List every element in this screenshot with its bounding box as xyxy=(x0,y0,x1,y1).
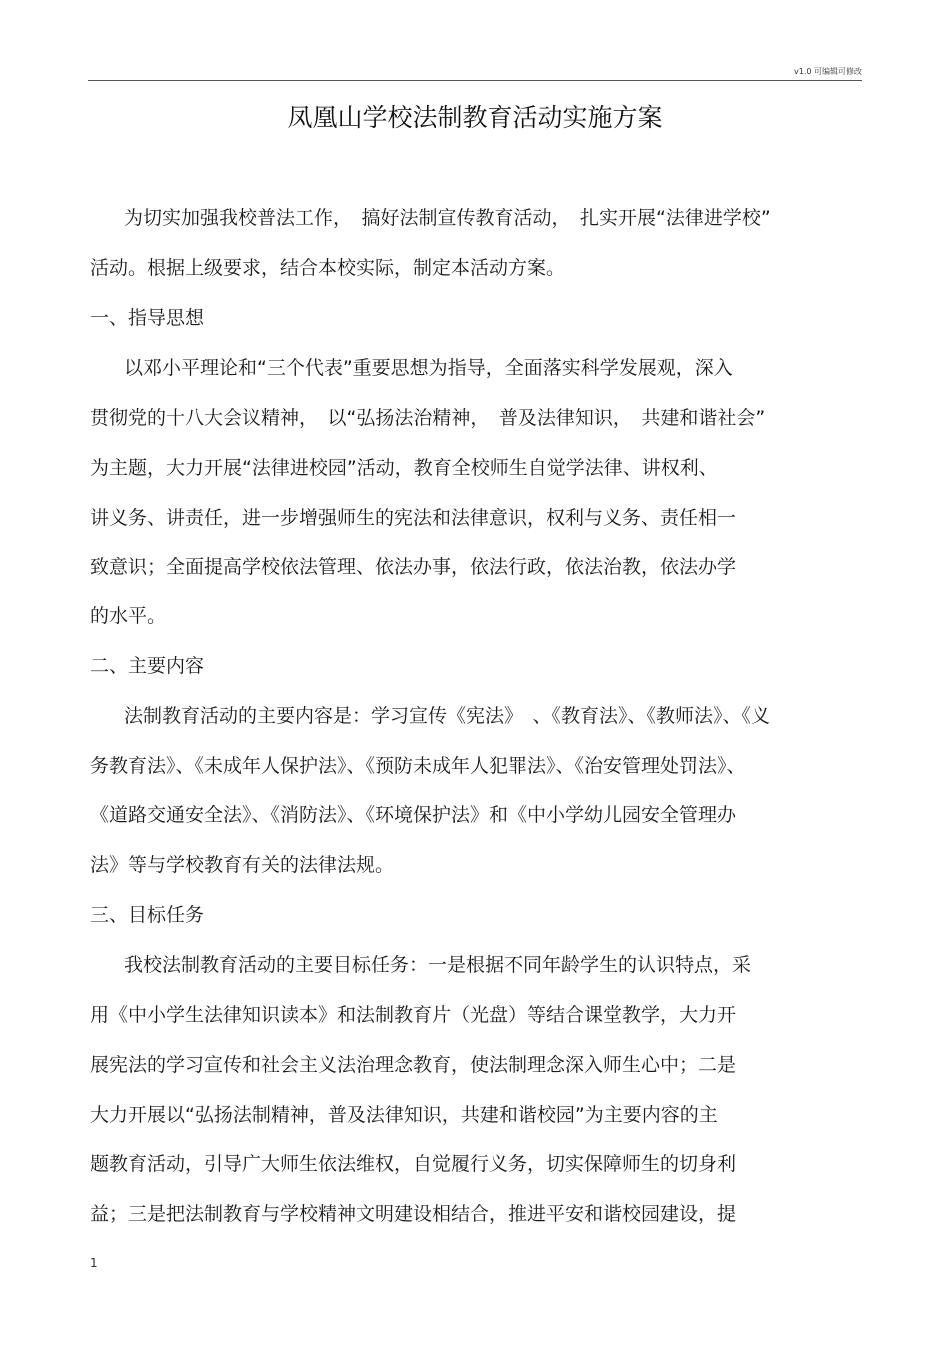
paragraph-line: 活动。根据上级要求，结合本校实际，制定本活动方案。 xyxy=(90,257,566,279)
section-heading: 一、指导思想 xyxy=(90,307,205,329)
paragraph-line: 大力开展以“弘扬法制精神，普及法律知识，共建和谐校园”为主要内容的主 xyxy=(90,1104,718,1126)
paragraph-line: 题教育活动，引导广大师生依法维权，自觉履行义务，切实保障师生的切身利 xyxy=(90,1153,737,1175)
paragraph-line: 为主题，大力开展“法律进校园”活动，教育全校师生自觉学法律、讲权利、 xyxy=(90,457,718,479)
paragraph-line: 为切实加强我校普法工作， 搞好法制宣传教育活动， 扎实开展“法律进学校” xyxy=(124,207,771,229)
paragraph-line: 法制教育活动的主要内容是：学习宣传《宪法》 、《教育法》、《教师法》、《义 xyxy=(124,705,771,727)
paragraph-line: 贯彻党的十八大会议精神， 以“弘扬法治精神， 普及法律知识， 共建和谐社会” xyxy=(90,407,766,429)
paragraph-line: 法》等与学校教育有关的法律法规。 xyxy=(90,854,395,876)
paragraph-line: 用《中小学生法律知识读本》和法制教育片（光盘）等结合课堂教学，大力开 xyxy=(90,1004,737,1026)
paragraph-line: 益；三是把法制教育与学校精神文明建设相结合，推进平安和谐校园建设，提 xyxy=(90,1203,737,1225)
header-note: v1.0 可编辑可修改 xyxy=(794,67,862,76)
paragraph-line: 讲义务、讲责任，进一步增强师生的宪法和法律意识，权利与义务、责任相一 xyxy=(90,507,737,529)
paragraph-line: 《道路交通安全法》、《消防法》、《环境保护法》和《中小学幼儿园安全管理办 xyxy=(90,804,737,826)
paragraph-line: 致意识；全面提高学校依法管理、依法办事，依法行政，依法治教，依法办学 xyxy=(90,556,737,578)
paragraph-line: 我校法制教育活动的主要目标任务：一是根据不同年龄学生的认识特点，采 xyxy=(124,954,752,976)
paragraph-line: 的水平。 xyxy=(90,605,167,627)
paragraph-line: 以邓小平理论和“三个代表”重要思想为指导，全面落实科学发展观，深入 xyxy=(124,357,733,379)
section-heading: 三、目标任务 xyxy=(90,904,205,926)
paragraph-line: 展宪法的学习宣传和社会主义法治理念教育，使法制理念深入师生心中；二是 xyxy=(90,1054,737,1076)
section-heading: 二、主要内容 xyxy=(90,655,205,677)
page-number: 1 xyxy=(90,1256,98,1270)
document-title: 凤凰山学校法制教育活动实施方案 xyxy=(287,103,663,132)
header-rule xyxy=(88,80,862,81)
paragraph-line: 务教育法》、《未成年人保护法》、《预防未成年人犯罪法》、《治安管理处罚法》、 xyxy=(90,755,746,777)
